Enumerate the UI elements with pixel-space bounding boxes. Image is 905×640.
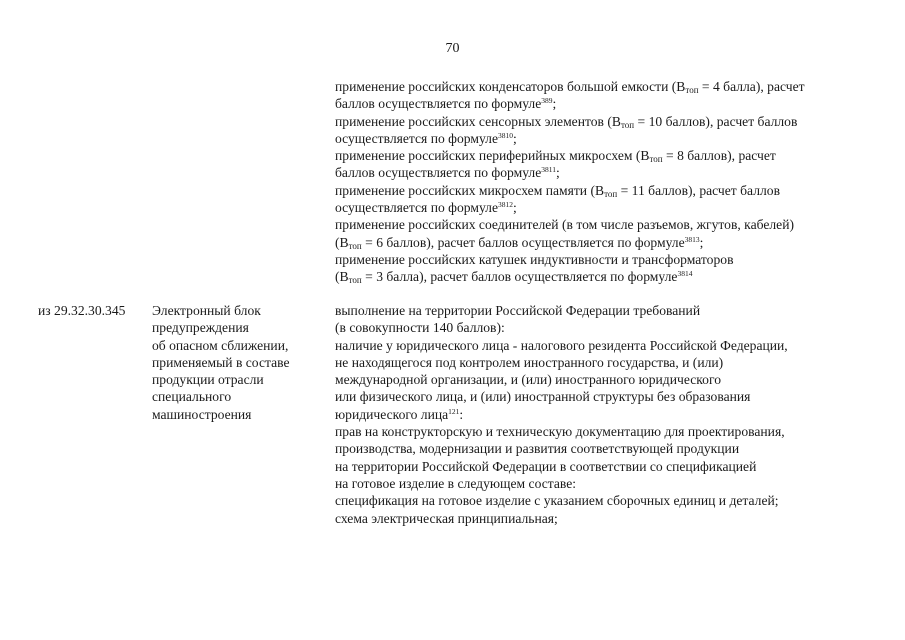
product-name-line: об опасном сближении, bbox=[152, 337, 289, 353]
product-name-line: применяемый в составе bbox=[152, 354, 290, 370]
footnote-ref: 3811 bbox=[541, 165, 556, 175]
requirement-line: применение российских микросхем памяти ($В_{топ} = 11$ баллов), расчет баллов bbox=[335, 182, 780, 199]
requirement-line: применение российских сенсорных элементов ($В_{топ} = 10$ баллов), расчет баллов bbox=[335, 113, 798, 130]
requirement-line: выполнение на территории Российской Федерации требований bbox=[335, 303, 701, 318]
requirement-line: применение российских периферийных микросхем ($В_{топ} = 8$ баллов), расчет bbox=[335, 148, 776, 165]
footnote-ref: 3814 bbox=[677, 269, 693, 279]
requirement-line: прав на конструкторскую и техническую документацию для проектирования, bbox=[335, 424, 785, 440]
requirement-line: баллов осуществляется по формуле$^{389}$; bbox=[335, 96, 557, 112]
requirement-line: ($В_{топ} = 6$ баллов), расчет баллов осуществляется по формуле$^{3813}$; bbox=[335, 234, 704, 251]
footnote-ref: 3813 bbox=[684, 234, 700, 244]
requirement-line: (в совокупности 140 баллов): bbox=[335, 320, 505, 336]
requirement-line: применение российских катушек индуктивности и трансформаторов bbox=[335, 251, 734, 267]
product-name bbox=[152, 302, 322, 423]
product-name-line: специального bbox=[152, 389, 232, 405]
product-name-line: машиностроения bbox=[152, 406, 252, 422]
requirement-line: на территории Российской Федерации в соответствии со спецификацией bbox=[335, 458, 757, 474]
continuation-requirements bbox=[335, 78, 875, 286]
product-code: из 29.32.30.345 bbox=[38, 303, 126, 318]
requirement-line: юридического лица$^{121}$: bbox=[335, 406, 464, 422]
footnote-ref: 3810 bbox=[498, 130, 513, 140]
requirement-line: осуществляется по формуле$^{3810}$; bbox=[335, 130, 517, 146]
requirement-line: применение российских соединителей (в том числе разъемов, жгутов, кабелей) bbox=[335, 217, 794, 233]
requirement-line: схема электрическая принципиальная; bbox=[335, 510, 558, 526]
requirement-line: применение российских конденсаторов большой емкости ($В_{топ} = 4$ балла), расчет bbox=[335, 79, 805, 95]
page-number: 70 bbox=[445, 41, 460, 56]
footnote-ref: 3812 bbox=[498, 200, 513, 210]
product-name-line: предупреждения bbox=[152, 320, 249, 336]
requirement-line: не находящегося под контролем иностранного государства, и (или) bbox=[335, 354, 724, 370]
requirement-line: ($В_{топ} = 3$ балла), расчет баллов осуществляется по формуле$^{3814}$ bbox=[335, 269, 693, 286]
requirement-line: баллов осуществляется по формуле$^{3811}$; bbox=[335, 165, 560, 181]
requirement-line: осуществляется по формуле$^{3812}$; bbox=[335, 200, 517, 216]
entry-requirements bbox=[335, 302, 875, 527]
requirement-line: наличие у юридического лица - налогового резидента Российской Федерации, bbox=[335, 337, 788, 353]
requirement-line: международной организации, и (или) иностранного юридического bbox=[335, 372, 721, 388]
product-name-line: продукции отрасли bbox=[152, 372, 264, 388]
requirement-line: спецификация на готовое изделие с указанием сборочных единиц и деталей; bbox=[335, 493, 779, 509]
footnote-ref: 389 bbox=[541, 96, 553, 106]
requirement-line: или физического лица, и (или) иностранной структуры без образования bbox=[335, 389, 751, 405]
requirement-line: на готовое изделие в следующем составе: bbox=[335, 475, 577, 491]
product-name-line: Электронный блок bbox=[152, 303, 261, 318]
requirement-line: производства, модернизации и развития соответствующей продукции bbox=[335, 441, 740, 457]
footnote-ref: 121 bbox=[448, 406, 460, 416]
